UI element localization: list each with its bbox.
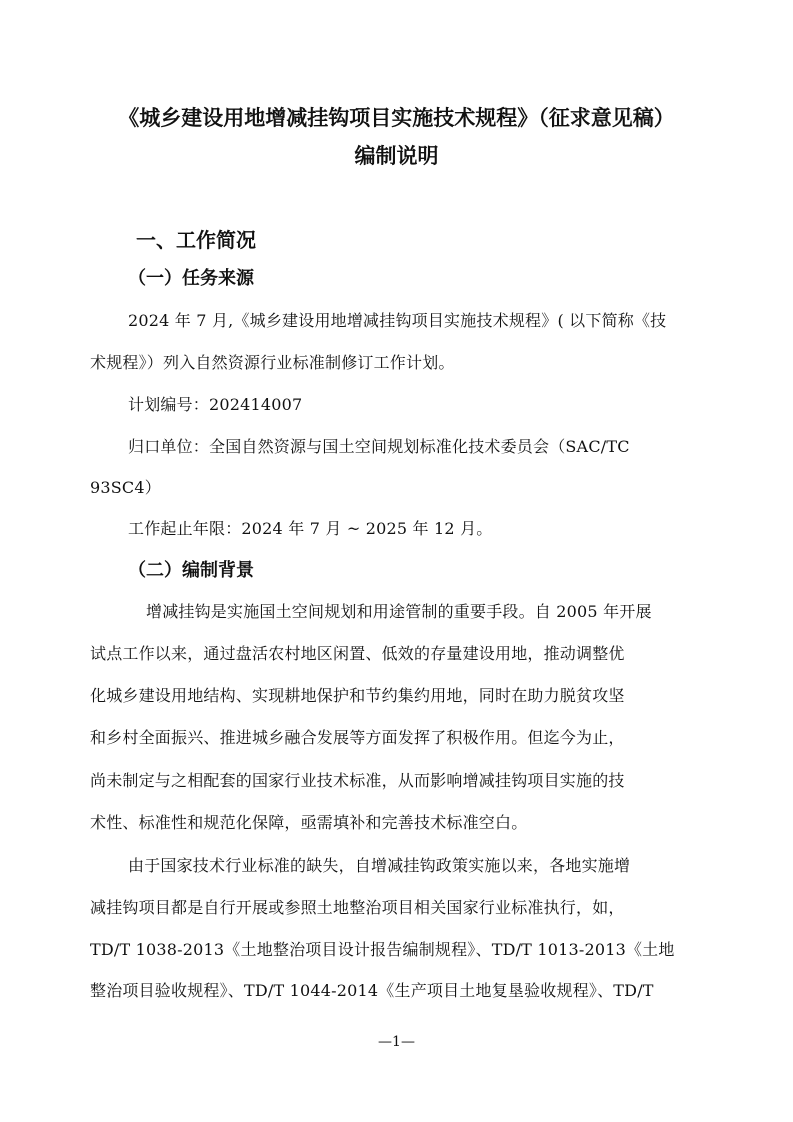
paragraph-line: 术规程》）列入自然资源行业标准制修订工作计划。 xyxy=(90,353,455,372)
paragraph-line: 由于国家技术行业标准的缺失，自增减挂钩政策实施以来，各地实施增 xyxy=(128,856,631,875)
paragraph-line: 整治项目验收规程》、TD/T 1044-2014《生产项目土地复垦验收规程》、TD/T xyxy=(90,981,654,1000)
paragraph-line: TD/T 1038-2013《土地整治项目设计报告编制规程》、TD/T 1013-2013《土地 xyxy=(90,940,675,959)
paragraph-line: 化城乡建设用地结构、实现耕地保护和节约集约用地，同时在助力脱贫攻坚 xyxy=(90,686,625,705)
paragraph-line: 93SC4） xyxy=(90,478,161,497)
paragraph-line: 术性、标准性和规范化保障，亟需填补和完善技术标准空白。 xyxy=(90,813,528,832)
document-subtitle: 编制说明 xyxy=(354,144,439,168)
paragraph-line: 增减挂钩是实施国土空间规划和用途管制的重要手段。自 2005 年开展 xyxy=(146,602,652,621)
paragraph-line: 尚未制定与之相配套的国家行业技术标准，从而影响增减挂钩项目实施的技 xyxy=(90,771,625,790)
page-number: —1— xyxy=(378,1034,415,1050)
paragraph-line: 和乡村全面振兴、推进城乡融合发展等方面发挥了积极作用。但迄今为止， xyxy=(90,728,625,747)
document-title: 《城乡建设用地增减挂钩项目实施技术规程》（征求意见稿） xyxy=(118,106,675,130)
paragraph-line: 减挂钩项目都是自行开展或参照土地整治项目相关国家行业标准执行，如， xyxy=(90,898,625,917)
paragraph-line: 2024 年 7 月,《城乡建设用地增减挂钩项目实施技术规程》( 以下简称《技 xyxy=(128,311,667,330)
subsection-heading-background: （二）编制背景 xyxy=(128,560,254,581)
subsection-heading-task-source: （一）任务来源 xyxy=(128,268,254,289)
responsible-unit-line: 归口单位：全国自然资源与国土空间规划标准化技术委员会（SAC/TC xyxy=(128,437,630,456)
work-period-line: 工作起止年限：2024 年 7 月 ~ 2025 年 12 月。 xyxy=(128,519,493,538)
section-heading-work-overview: 一、工作简况 xyxy=(136,228,256,252)
paragraph-line: 试点工作以来，通过盘活农村地区闲置、低效的存量建设用地，推动调整优 xyxy=(90,644,625,663)
plan-number-line: 计划编号：202414007 xyxy=(128,395,303,414)
